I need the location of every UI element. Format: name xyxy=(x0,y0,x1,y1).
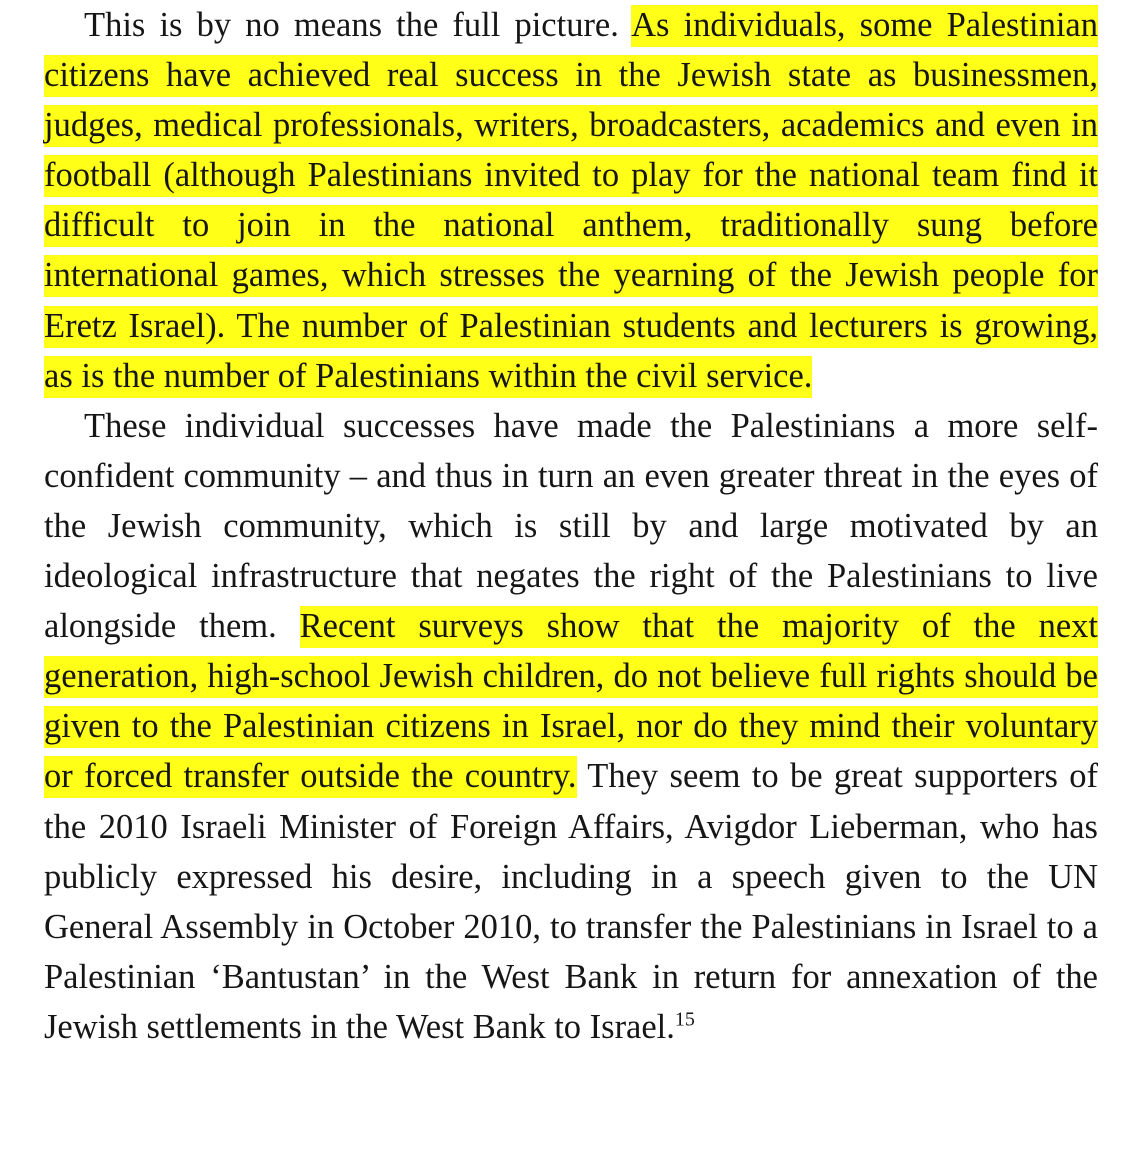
footnote-marker: 15 xyxy=(674,1008,695,1031)
text-segment: This is by no means the full picture. xyxy=(84,6,632,44)
body-text xyxy=(44,0,1098,1052)
text-segment: They seem to be great supporters of the 2010 Israeli Minister of Foreign Affairs, Avigdor Lieberman, who has publicly expressed his desire, including in a speech given to the UN General Assembly in October 2010, to transfer the Palestinians in Israel to a Palestinian ‘Bantustan’ in the West Bank in return for annexation of the Jewish settlements in the West Bank to Israel. xyxy=(44,757,1098,1046)
paragraph-1 xyxy=(44,0,1098,401)
text-segment: These individual successes have made the Palestinians a more self-confident community – and thus in turn an even greater threat in the eyes of the Jewish community, which is still by and large motivated by an ideological infrastructure that negates the right of the Palestinians to live alongside them. xyxy=(44,406,1098,646)
highlighted-passage: Recent surveys show that the majority of the next generation, high-school Jewish children, do not believe full rights should be given to the Palestinian citizens in Israel, nor do they mind their voluntary or forced transfer outside the country. xyxy=(44,606,1098,798)
paragraph-2 xyxy=(44,401,1098,1052)
highlighted-passage: As individuals, some Palestinian citizens have achieved real success in the Jewish state as businessmen, judges, medical professionals, writers, broadcasters, academics and even in football (although Palestinians invited to play for the national team find it difficult to join in the national anthem, traditionally sung before international games, which stresses the yearning of the Jewish people for Eretz Israel). The number of Palestinian students and lecturers is growing, as is the number of Palestinians within the civil service. xyxy=(44,5,1098,398)
